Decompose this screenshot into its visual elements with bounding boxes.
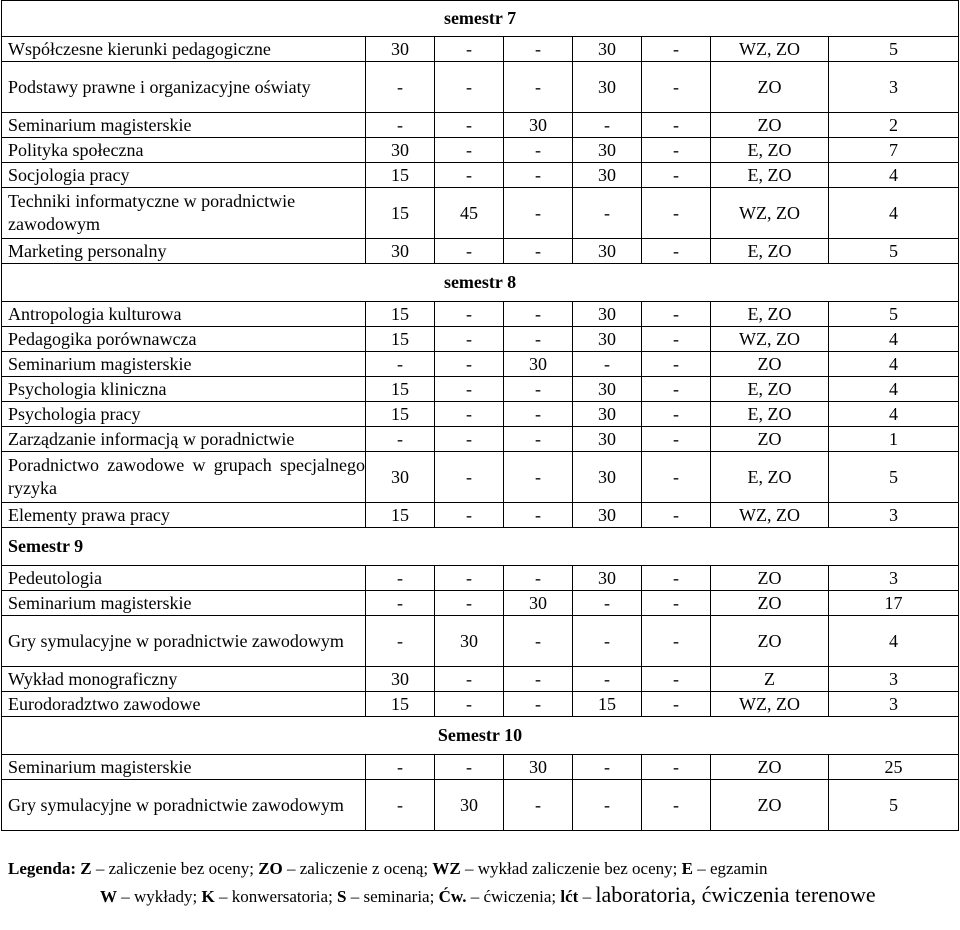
- exercise-hours: -: [435, 503, 504, 528]
- exercise-hours: -: [435, 138, 504, 163]
- conversatory-hours: 30: [573, 377, 642, 402]
- semester-heading: Semestr 10: [2, 717, 959, 755]
- course-name: Gry symulacyjne w poradnictwie zawodowym: [2, 616, 366, 667]
- ects-points: 1: [829, 427, 959, 452]
- lab-hours: -: [642, 302, 711, 327]
- course-row: [2, 239, 959, 264]
- ects-points: 4: [829, 188, 959, 239]
- course-row: [2, 692, 959, 717]
- course-name: Elementy prawa pracy: [2, 503, 366, 528]
- course-name: Socjologia pracy: [2, 163, 366, 188]
- course-name: Techniki informatyczne w poradnictwie zawodowym: [2, 188, 366, 239]
- assessment-form: E, ZO: [711, 138, 829, 163]
- exercise-hours: -: [435, 452, 504, 503]
- lecture-hours: 15: [366, 302, 435, 327]
- ects-points: 3: [829, 62, 959, 113]
- legend-key: W: [100, 887, 117, 906]
- lecture-hours: -: [366, 427, 435, 452]
- conversatory-hours: 30: [573, 239, 642, 264]
- assessment-form: WZ, ZO: [711, 692, 829, 717]
- exercise-hours: -: [435, 239, 504, 264]
- course-name: Antropologia kulturowa: [2, 302, 366, 327]
- exercise-hours: -: [435, 113, 504, 138]
- exercise-hours: 30: [435, 616, 504, 667]
- ects-points: 7: [829, 138, 959, 163]
- seminar-hours: -: [504, 452, 573, 503]
- exercise-hours: -: [435, 352, 504, 377]
- assessment-form: WZ, ZO: [711, 503, 829, 528]
- course-name: Pedagogika porównawcza: [2, 327, 366, 352]
- seminar-hours: -: [504, 327, 573, 352]
- lecture-hours: 30: [366, 452, 435, 503]
- course-name: Seminarium magisterskie: [2, 591, 366, 616]
- exercise-hours: 30: [435, 780, 504, 831]
- exercise-hours: -: [435, 327, 504, 352]
- exercise-hours: -: [435, 755, 504, 780]
- legend-key: S: [337, 887, 347, 906]
- ects-points: 4: [829, 402, 959, 427]
- conversatory-hours: -: [573, 667, 642, 692]
- seminar-hours: -: [504, 667, 573, 692]
- course-row: [2, 352, 959, 377]
- lab-hours: -: [642, 591, 711, 616]
- assessment-form: ZO: [711, 616, 829, 667]
- ects-points: 25: [829, 755, 959, 780]
- exercise-hours: -: [435, 62, 504, 113]
- lab-hours: -: [642, 692, 711, 717]
- legend-line-1: Legenda: Z – zaliczenie bez oceny; ZO – zaliczenie z oceną; WZ – wykład zaliczenie bez oceny; E – egzamin: [8, 859, 768, 878]
- ects-points: 4: [829, 616, 959, 667]
- ects-points: 17: [829, 591, 959, 616]
- ects-points: 4: [829, 327, 959, 352]
- legend-key: lćt: [560, 887, 579, 906]
- exercise-hours: -: [435, 377, 504, 402]
- assessment-form: WZ, ZO: [711, 37, 829, 62]
- seminar-hours: -: [504, 62, 573, 113]
- course-name: Psychologia pracy: [2, 402, 366, 427]
- assessment-form: ZO: [711, 566, 829, 591]
- legend-desc: zaliczenie bez oceny;: [108, 859, 254, 878]
- exercise-hours: -: [435, 692, 504, 717]
- legend-key: Legenda: Z: [8, 859, 92, 878]
- legend-desc: seminaria;: [363, 887, 435, 906]
- seminar-hours: -: [504, 163, 573, 188]
- course-row: [2, 591, 959, 616]
- lab-hours: -: [642, 755, 711, 780]
- ects-points: 5: [829, 239, 959, 264]
- course-row: [2, 755, 959, 780]
- ects-points: 3: [829, 566, 959, 591]
- lecture-hours: 15: [366, 163, 435, 188]
- lab-hours: -: [642, 37, 711, 62]
- conversatory-hours: -: [573, 113, 642, 138]
- exercise-hours: -: [435, 591, 504, 616]
- lab-hours: -: [642, 188, 711, 239]
- conversatory-hours: -: [573, 591, 642, 616]
- legend-desc: ćwiczenia;: [483, 887, 557, 906]
- lab-hours: -: [642, 503, 711, 528]
- assessment-form: ZO: [711, 591, 829, 616]
- legend-desc: konwersatoria;: [231, 887, 333, 906]
- course-name: Podstawy prawne i organizacyjne oświaty: [2, 62, 366, 113]
- assessment-form: ZO: [711, 62, 829, 113]
- semester-header-row: [2, 264, 959, 302]
- conversatory-hours: 30: [573, 62, 642, 113]
- conversatory-hours: 30: [573, 566, 642, 591]
- assessment-form: E, ZO: [711, 302, 829, 327]
- lecture-hours: 30: [366, 239, 435, 264]
- seminar-hours: -: [504, 188, 573, 239]
- course-name: Marketing personalny: [2, 239, 366, 264]
- legend-key: E: [681, 859, 693, 878]
- lecture-hours: 15: [366, 377, 435, 402]
- seminar-hours: -: [504, 503, 573, 528]
- lab-hours: -: [642, 239, 711, 264]
- conversatory-hours: 30: [573, 327, 642, 352]
- lab-hours: -: [642, 377, 711, 402]
- ects-points: 5: [829, 302, 959, 327]
- legend-key: K: [201, 887, 215, 906]
- lab-hours: -: [642, 327, 711, 352]
- lecture-hours: 30: [366, 138, 435, 163]
- lecture-hours: 30: [366, 37, 435, 62]
- assessment-form: WZ, ZO: [711, 327, 829, 352]
- lab-hours: -: [642, 138, 711, 163]
- assessment-form: E, ZO: [711, 239, 829, 264]
- lab-hours: -: [642, 780, 711, 831]
- lecture-hours: 15: [366, 402, 435, 427]
- legend-key: Ćw.: [438, 887, 467, 906]
- assessment-form: ZO: [711, 780, 829, 831]
- ects-points: 4: [829, 163, 959, 188]
- course-name: Eurodoradztwo zawodowe: [2, 692, 366, 717]
- conversatory-hours: -: [573, 755, 642, 780]
- lab-hours: -: [642, 402, 711, 427]
- course-name: Seminarium magisterskie: [2, 113, 366, 138]
- ects-points: 5: [829, 37, 959, 62]
- ects-points: 2: [829, 113, 959, 138]
- course-name: Zarządzanie informacją w poradnictwie: [2, 427, 366, 452]
- legend-desc: wykłady;: [134, 887, 198, 906]
- lab-hours: -: [642, 352, 711, 377]
- exercise-hours: -: [435, 427, 504, 452]
- course-row: [2, 566, 959, 591]
- conversatory-hours: 30: [573, 452, 642, 503]
- course-row: [2, 188, 959, 239]
- seminar-hours: -: [504, 780, 573, 831]
- ects-points: 4: [829, 352, 959, 377]
- lab-hours: -: [642, 113, 711, 138]
- course-row: [2, 163, 959, 188]
- lecture-hours: 30: [366, 667, 435, 692]
- seminar-hours: -: [504, 692, 573, 717]
- lecture-hours: 15: [366, 327, 435, 352]
- lab-hours: -: [642, 616, 711, 667]
- lab-hours: -: [642, 62, 711, 113]
- exercise-hours: -: [435, 667, 504, 692]
- seminar-hours: 30: [504, 352, 573, 377]
- course-name: Psychologia kliniczna: [2, 377, 366, 402]
- conversatory-hours: 30: [573, 302, 642, 327]
- course-name: Pedeutologia: [2, 566, 366, 591]
- course-row: [2, 667, 959, 692]
- legend-desc: zaliczenie z oceną;: [299, 859, 429, 878]
- lecture-hours: 15: [366, 188, 435, 239]
- legend-line-2: W – wykłady; K – konwersatoria; S – seminaria; Ćw. – ćwiczenia; lćt – laboratoria, ćwiczenia terenowe: [100, 882, 876, 907]
- semester-header-row: [2, 528, 959, 566]
- assessment-form: ZO: [711, 427, 829, 452]
- exercise-hours: -: [435, 566, 504, 591]
- course-name: Seminarium magisterskie: [2, 755, 366, 780]
- ects-points: 3: [829, 692, 959, 717]
- seminar-hours: -: [504, 138, 573, 163]
- course-row: [2, 113, 959, 138]
- exercise-hours: -: [435, 163, 504, 188]
- lecture-hours: -: [366, 113, 435, 138]
- course-row: [2, 302, 959, 327]
- course-row: [2, 327, 959, 352]
- exercise-hours: 45: [435, 188, 504, 239]
- legend-key: ZO: [258, 859, 283, 878]
- lab-hours: -: [642, 452, 711, 503]
- lecture-hours: -: [366, 780, 435, 831]
- semester-heading: semestr 7: [2, 1, 959, 37]
- exercise-hours: -: [435, 302, 504, 327]
- course-name: Polityka społeczna: [2, 138, 366, 163]
- seminar-hours: 30: [504, 113, 573, 138]
- lab-hours: -: [642, 667, 711, 692]
- lecture-hours: -: [366, 566, 435, 591]
- conversatory-hours: 30: [573, 138, 642, 163]
- seminar-hours: 30: [504, 755, 573, 780]
- assessment-form: ZO: [711, 755, 829, 780]
- semester-header-row: [2, 717, 959, 755]
- course-name: Współczesne kierunki pedagogiczne: [2, 37, 366, 62]
- conversatory-hours: -: [573, 616, 642, 667]
- conversatory-hours: 30: [573, 163, 642, 188]
- lab-hours: -: [642, 163, 711, 188]
- legend-desc: laboratoria, ćwiczenia terenowe: [595, 882, 876, 907]
- assessment-form: WZ, ZO: [711, 188, 829, 239]
- lab-hours: -: [642, 566, 711, 591]
- conversatory-hours: -: [573, 188, 642, 239]
- seminar-hours: -: [504, 427, 573, 452]
- lecture-hours: -: [366, 62, 435, 113]
- seminar-hours: -: [504, 377, 573, 402]
- ects-points: 5: [829, 452, 959, 503]
- seminar-hours: -: [504, 37, 573, 62]
- lab-hours: -: [642, 427, 711, 452]
- legend-desc: egzamin: [709, 859, 768, 878]
- conversatory-hours: 30: [573, 427, 642, 452]
- assessment-form: E, ZO: [711, 402, 829, 427]
- lecture-hours: 15: [366, 692, 435, 717]
- assessment-form: ZO: [711, 352, 829, 377]
- curriculum-table: [1, 0, 959, 831]
- course-row: [2, 138, 959, 163]
- seminar-hours: -: [504, 302, 573, 327]
- course-row: [2, 616, 959, 667]
- course-row: [2, 503, 959, 528]
- course-name: Gry symulacyjne w poradnictwie zawodowym: [2, 780, 366, 831]
- ects-points: 4: [829, 377, 959, 402]
- conversatory-hours: 30: [573, 503, 642, 528]
- conversatory-hours: 30: [573, 402, 642, 427]
- course-name: Seminarium magisterskie: [2, 352, 366, 377]
- course-name: Poradnictwo zawodowe w grupach specjalnego ryzyka: [2, 452, 366, 503]
- conversatory-hours: 30: [573, 37, 642, 62]
- legend-key: WZ: [432, 859, 461, 878]
- assessment-form: E, ZO: [711, 377, 829, 402]
- seminar-hours: -: [504, 402, 573, 427]
- lecture-hours: -: [366, 616, 435, 667]
- conversatory-hours: -: [573, 352, 642, 377]
- seminar-hours: -: [504, 616, 573, 667]
- course-row: [2, 427, 959, 452]
- conversatory-hours: -: [573, 780, 642, 831]
- course-row: [2, 780, 959, 831]
- course-row: [2, 62, 959, 113]
- semester-heading: semestr 8: [2, 264, 959, 302]
- legend-desc: wykład zaliczenie bez oceny;: [477, 859, 678, 878]
- semester-header-row: [2, 1, 959, 37]
- exercise-hours: -: [435, 402, 504, 427]
- ects-points: 3: [829, 667, 959, 692]
- ects-points: 5: [829, 780, 959, 831]
- course-row: [2, 452, 959, 503]
- seminar-hours: 30: [504, 591, 573, 616]
- lecture-hours: -: [366, 352, 435, 377]
- assessment-form: E, ZO: [711, 163, 829, 188]
- legend: [8, 856, 956, 910]
- assessment-form: ZO: [711, 113, 829, 138]
- lecture-hours: 15: [366, 503, 435, 528]
- seminar-hours: -: [504, 239, 573, 264]
- lecture-hours: -: [366, 755, 435, 780]
- course-row: [2, 402, 959, 427]
- lecture-hours: -: [366, 591, 435, 616]
- course-row: [2, 37, 959, 62]
- exercise-hours: -: [435, 37, 504, 62]
- seminar-hours: -: [504, 566, 573, 591]
- assessment-form: Z: [711, 667, 829, 692]
- semester-heading: Semestr 9: [2, 528, 959, 566]
- course-row: [2, 377, 959, 402]
- ects-points: 3: [829, 503, 959, 528]
- assessment-form: E, ZO: [711, 452, 829, 503]
- course-name: Wykład monograficzny: [2, 667, 366, 692]
- conversatory-hours: 15: [573, 692, 642, 717]
